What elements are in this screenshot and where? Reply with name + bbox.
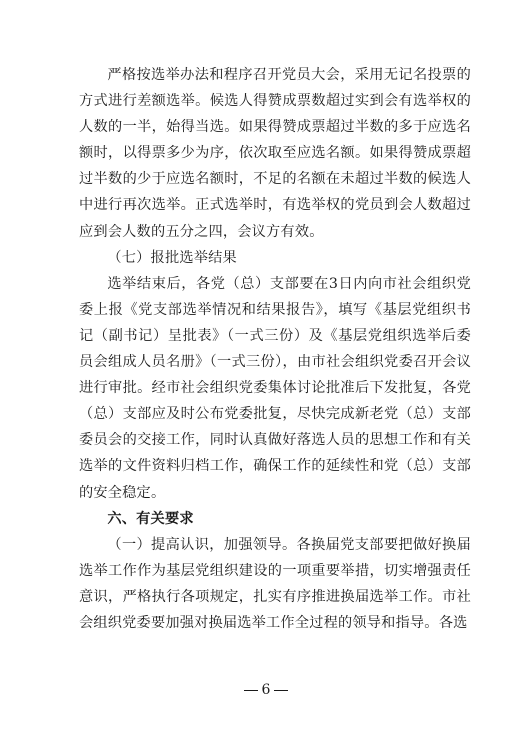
document-body: [79, 62, 471, 636]
page-number: 6: [261, 682, 271, 698]
page-number-left-dash: [244, 690, 258, 691]
subheading-report-results: （七）报批选举结果: [107, 249, 237, 266]
paragraph-requirements-1: （一）提高认识，加强领导。各换届党支部要把做好换届选举工作作为基层党组织建设的一项重要举措，切实增强责任意识，严格执行各项规定，扎实有序推进换届选举工作。市社会组织党委要加强对换届选举工作全过程的领导和指导。各选: [79, 536, 471, 631]
paragraph-report-results: 选举结束后，各党（总）支部要在3日内向市社会组织党委上报《党支部选举情况和结果报告》，填写《基层党组织书记（副书记）呈批表》（一式三份）及《基层党组织选举后委员会组成人员名册》（一式三份），由市社会组织党委召开会议进行审批。经市社会组织党委集体讨论批准后下发批复，各党（总）支部应及时公布党委批复，尽快完成新老党（总）支部委员会的交接工作，同时认真做好落选人员的思想工作和有关选举的文件资料归档工作，确保工作的延续性和党（总）支部的安全稳定。: [79, 275, 471, 501]
section-heading-requirements: 六、有关要求: [107, 510, 194, 527]
page-number-right-dash: [274, 690, 288, 691]
paragraph-election-procedure: 严格按选举办法和程序召开党员大会，采用无记名投票的方式进行差额选举。候选人得赞成票数超过实到会有选举权的人数的一半，始得当选。如果得赞成票超过半数的多于应选名额时，以得票多少为序，依次取至应选名额。如果得赞成票超过半数的少于应选名额时，不足的名额在未超过半数的候选人中进行再次选举。正式选举时，有选举权的党员到会人数超过应到会人数的五分之四，会议方有效。: [79, 67, 471, 240]
page-footer: [0, 682, 532, 698]
